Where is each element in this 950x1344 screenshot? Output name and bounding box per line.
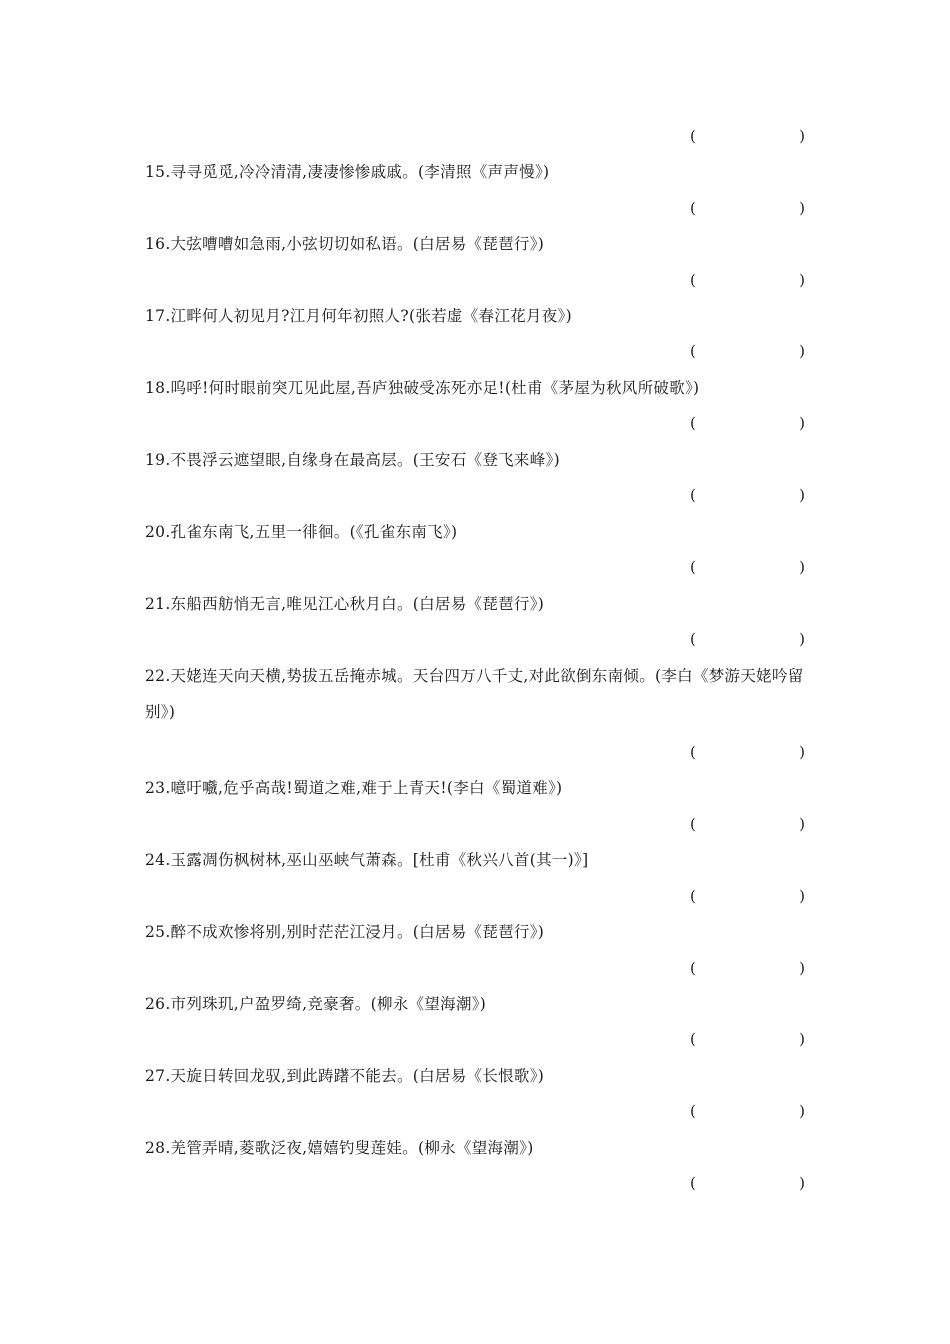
sentence-item: 21.东船西舫悄无言,唯见江心秋月白。(白居易《琵琶行》) [145, 595, 545, 613]
answer-blank[interactable]: ( ) [690, 630, 805, 648]
sentence-item: 18.呜呼!何时眼前突兀见此屋,吾庐独破受冻死亦足!(杜甫《茅屋为秋风所破歌》) [145, 379, 700, 397]
answer-blank[interactable]: ( ) [690, 815, 805, 833]
answer-blank[interactable]: ( ) [690, 271, 805, 289]
sentence-item: 22.天姥连天向天横,势拔五岳掩赤城。天台四万八千丈,对此欲倒东南倾。(李白《梦游天姥吟留别》) [145, 667, 804, 721]
answer-blank[interactable]: ( ) [690, 743, 805, 761]
sentence-item: 20.孔雀东南飞,五里一徘徊。(《孔雀东南飞》) [145, 523, 458, 541]
sentence-item: 27.天旋日转回龙驭,到此踌躇不能去。(白居易《长恨歌》) [145, 1067, 545, 1085]
answer-blank[interactable]: ( ) [690, 887, 805, 905]
sentence-item: 15.寻寻觅觅,冷冷清清,凄凄惨惨戚戚。(李清照《声声慢》) [145, 163, 550, 181]
sentence-item: 24.玉露凋伤枫树林,巫山巫峡气萧森。[杜甫《秋兴八首(其一)》] [145, 851, 589, 869]
answer-blank[interactable]: ( ) [690, 342, 805, 360]
answer-blank[interactable]: ( ) [690, 127, 805, 145]
answer-blank[interactable]: ( ) [690, 1030, 805, 1048]
sentence-item: 16.大弦嘈嘈如急雨,小弦切切如私语。(白居易《琵琶行》) [145, 235, 545, 253]
answer-blank[interactable]: ( ) [690, 1102, 805, 1120]
answer-blank[interactable]: ( ) [690, 199, 805, 217]
sentence-item: 23.噫吁嚱,危乎高哉!蜀道之难,难于上青天!(李白《蜀道难》) [145, 779, 563, 797]
sentence-item: 26.市列珠玑,户盈罗绮,竞豪奢。(柳永《望海潮》) [145, 995, 487, 1013]
sentence-item: 25.醉不成欢惨将别,别时茫茫江浸月。(白居易《琵琶行》) [145, 923, 545, 941]
sentence-item: 19.不畏浮云遮望眼,自缘身在最高层。(王安石《登飞来峰》) [145, 451, 560, 469]
sentence-item: 17.江畔何人初见月?江月何年初照人?(张若虚《春江花月夜》) [145, 307, 572, 325]
sentence-item: 28.羌管弄晴,菱歌泛夜,嬉嬉钓叟莲娃。(柳永《望海潮》) [145, 1139, 534, 1157]
answer-blank[interactable]: ( ) [690, 486, 805, 504]
answer-blank[interactable]: ( ) [690, 414, 805, 432]
answer-blank[interactable]: ( ) [690, 959, 805, 977]
answer-blank[interactable]: ( ) [690, 1174, 805, 1192]
answer-blank[interactable]: ( ) [690, 558, 805, 576]
